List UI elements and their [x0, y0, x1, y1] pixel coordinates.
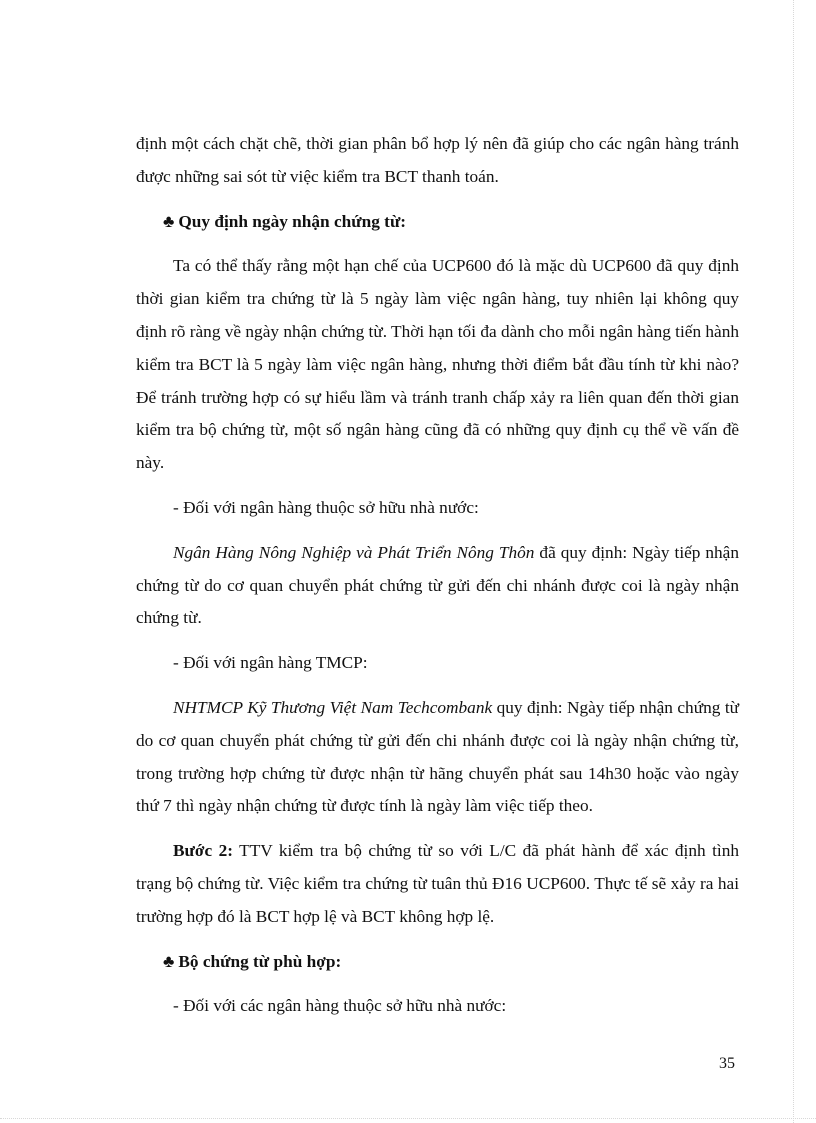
- body-text: [136, 128, 739, 1023]
- agribank-rule-text: đã quy định: Ngày tiếp nhận chứng từ do cơ quan chuyển phát chứng từ gửi đến chi nhánh được coi là ngày nhận chứng từ.: [136, 542, 739, 628]
- tmcp-bank-item: - Đối với ngân hàng TMCP:: [173, 653, 368, 673]
- page-border-right: [793, 0, 794, 1123]
- section-heading-text: Bộ chứng từ phù hợp:: [178, 951, 342, 971]
- intro-paragraph: định một cách chặt chẽ, thời gian phân bổ hợp lý nên đã giúp cho các ngân hàng tránh được những sai sót từ việc kiểm tra BCT thanh toán.: [136, 134, 739, 186]
- section-heading-text: Quy định ngày nhận chứng từ:: [178, 211, 407, 231]
- agribank-paragraph: [136, 537, 739, 635]
- section-heading-compliant-docs: [136, 946, 739, 979]
- section-heading-receipt-date: [136, 206, 739, 239]
- club-bullet-icon: ♣: [163, 211, 175, 231]
- page-border-bottom: [0, 1118, 816, 1119]
- step-2-paragraph: [136, 835, 739, 933]
- techcombank-rule-text: quy định: Ngày tiếp nhận chứng từ do cơ quan chuyển phát chứng từ gửi đến chi nhánh được coi là ngày nhận chứng từ, trong trường hợp chứng từ được nhận từ hãng chuyển phát sau 14h30 hoặc vào ngày thứ 7 thì ngày nhận chứng từ được tính là ngày làm việc tiếp theo.: [136, 697, 739, 816]
- page-number: 35: [719, 1055, 735, 1072]
- techcombank-name: NHTMCP Kỹ Thương Việt Nam Techcombank: [173, 697, 493, 717]
- agribank-name: Ngân Hàng Nông Nghiệp và Phát Triển Nông Thôn: [173, 542, 535, 562]
- state-bank-item: - Đối với ngân hàng thuộc sở hữu nhà nước:: [173, 497, 479, 517]
- state-banks-item: - Đối với các ngân hàng thuộc sở hữu nhà nước:: [173, 996, 507, 1016]
- receipt-date-paragraph: Ta có thể thấy rằng một hạn chế của UCP600 đó là mặc dù UCP600 đã quy định thời gian kiểm tra chứng từ là 5 ngày làm việc ngân hàng, tuy nhiên lại không quy định rõ ràng về ngày nhận chứng từ. Thời hạn tối đa dành cho mỗi ngân hàng tiến hành kiểm tra BCT là 5 ngày làm việc ngân hàng, nhưng thời điểm bắt đầu tính từ khi nào? Để tránh trường hợp có sự hiểu lầm và tránh tranh chấp xảy ra liên quan đến thời gian kiểm tra bộ chứng từ, một số ngân hàng cũng đã có những quy định cụ thể về vấn đề này.: [136, 256, 739, 473]
- step-2-label: Bước 2:: [173, 841, 233, 861]
- club-bullet-icon: ♣: [163, 951, 175, 971]
- techcombank-paragraph: [136, 692, 739, 823]
- step-2-text: TTV kiểm tra bộ chứng từ so với L/C đã phát hành để xác định tình trạng bộ chứng từ. Việc kiểm tra chứng từ tuân thủ Đ16 UCP600. Thực tế sẽ xảy ra hai trường hợp đó là BCT hợp lệ và BCT không hợp lệ.: [136, 841, 739, 926]
